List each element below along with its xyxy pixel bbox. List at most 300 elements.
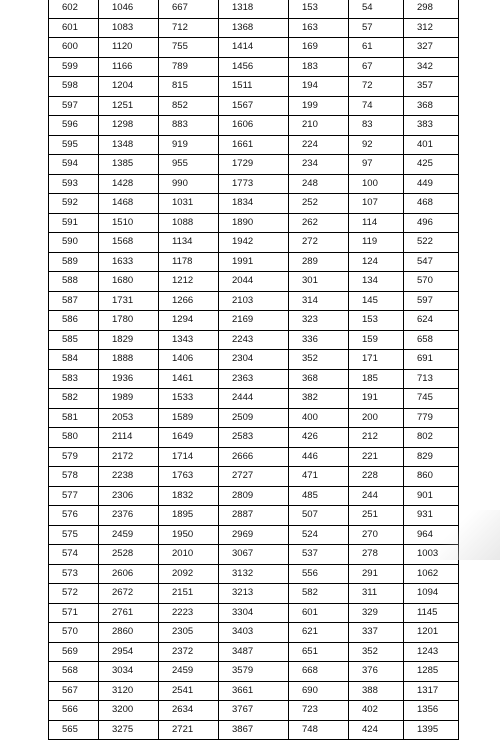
table-cell: 234 bbox=[289, 155, 349, 175]
table-cell: 1989 bbox=[99, 389, 159, 409]
table-cell: 352 bbox=[289, 350, 349, 370]
table-cell: 2954 bbox=[99, 642, 159, 662]
table-cell: 194 bbox=[289, 77, 349, 97]
table-cell: 1780 bbox=[99, 311, 159, 331]
table-row bbox=[49, 291, 459, 311]
table-row bbox=[49, 486, 459, 506]
table-cell: 569 bbox=[49, 642, 99, 662]
table-cell: 262 bbox=[289, 213, 349, 233]
table-cell: 547 bbox=[404, 252, 459, 272]
table-row bbox=[49, 57, 459, 77]
table-row bbox=[49, 77, 459, 97]
table-cell: 3304 bbox=[219, 603, 289, 623]
table-cell: 400 bbox=[289, 408, 349, 428]
table-cell: 1385 bbox=[99, 155, 159, 175]
table-cell: 212 bbox=[349, 428, 404, 448]
table-cell: 507 bbox=[289, 506, 349, 526]
table-row bbox=[49, 701, 459, 721]
table-cell: 311 bbox=[349, 584, 404, 604]
table-cell: 61 bbox=[349, 38, 404, 58]
table-cell: 425 bbox=[404, 155, 459, 175]
table-cell: 580 bbox=[49, 428, 99, 448]
table-cell: 383 bbox=[404, 116, 459, 136]
table-cell: 2238 bbox=[99, 467, 159, 487]
table-cell: 590 bbox=[49, 233, 99, 253]
table-cell: 901 bbox=[404, 486, 459, 506]
table-cell: 1606 bbox=[219, 116, 289, 136]
table-cell: 1266 bbox=[159, 291, 219, 311]
table-cell: 97 bbox=[349, 155, 404, 175]
table-cell: 1094 bbox=[404, 584, 459, 604]
table-cell: 567 bbox=[49, 681, 99, 701]
table-cell: 1414 bbox=[219, 38, 289, 58]
table-cell: 573 bbox=[49, 564, 99, 584]
table-cell: 2583 bbox=[219, 428, 289, 448]
table-cell: 1729 bbox=[219, 155, 289, 175]
table-row bbox=[49, 369, 459, 389]
table-cell: 568 bbox=[49, 662, 99, 682]
table-cell: 579 bbox=[49, 447, 99, 467]
table-cell: 2969 bbox=[219, 525, 289, 545]
table-cell: 592 bbox=[49, 194, 99, 214]
table-cell: 1468 bbox=[99, 194, 159, 214]
table-cell: 3487 bbox=[219, 642, 289, 662]
table-cell: 2363 bbox=[219, 369, 289, 389]
table-cell: 2860 bbox=[99, 623, 159, 643]
table-cell: 2223 bbox=[159, 603, 219, 623]
table-cell: 1204 bbox=[99, 77, 159, 97]
table-cell: 668 bbox=[289, 662, 349, 682]
table-cell: 596 bbox=[49, 116, 99, 136]
table-cell: 323 bbox=[289, 311, 349, 331]
table-cell: 153 bbox=[349, 311, 404, 331]
table-cell: 171 bbox=[349, 350, 404, 370]
table-cell: 2010 bbox=[159, 545, 219, 565]
table-row bbox=[49, 18, 459, 38]
table-row bbox=[49, 135, 459, 155]
table-cell: 329 bbox=[349, 603, 404, 623]
table-cell: 468 bbox=[404, 194, 459, 214]
table-cell: 591 bbox=[49, 213, 99, 233]
table-row bbox=[49, 116, 459, 136]
table-cell: 3275 bbox=[99, 720, 159, 740]
table-cell: 1633 bbox=[99, 252, 159, 272]
table-cell: 597 bbox=[404, 291, 459, 311]
table-cell: 594 bbox=[49, 155, 99, 175]
table-cell: 278 bbox=[349, 545, 404, 565]
table-cell: 1083 bbox=[99, 18, 159, 38]
table-cell: 1829 bbox=[99, 330, 159, 350]
table-cell: 426 bbox=[289, 428, 349, 448]
table-cell: 2634 bbox=[159, 701, 219, 721]
table-cell: 584 bbox=[49, 350, 99, 370]
table-cell: 2306 bbox=[99, 486, 159, 506]
table-cell: 556 bbox=[289, 564, 349, 584]
table-row bbox=[49, 467, 459, 487]
table-cell: 368 bbox=[289, 369, 349, 389]
table-cell: 789 bbox=[159, 57, 219, 77]
table-cell: 964 bbox=[404, 525, 459, 545]
table-cell: 779 bbox=[404, 408, 459, 428]
table-cell: 357 bbox=[404, 77, 459, 97]
table-cell: 1062 bbox=[404, 564, 459, 584]
table-cell: 2044 bbox=[219, 272, 289, 292]
table-row bbox=[49, 603, 459, 623]
table-cell: 1895 bbox=[159, 506, 219, 526]
table-cell: 599 bbox=[49, 57, 99, 77]
table-cell: 712 bbox=[159, 18, 219, 38]
table-cell: 336 bbox=[289, 330, 349, 350]
table-cell: 1510 bbox=[99, 213, 159, 233]
table-cell: 449 bbox=[404, 174, 459, 194]
table-cell: 600 bbox=[49, 38, 99, 58]
table-cell: 690 bbox=[289, 681, 349, 701]
table-cell: 3213 bbox=[219, 584, 289, 604]
table-cell: 1950 bbox=[159, 525, 219, 545]
table-cell: 2053 bbox=[99, 408, 159, 428]
table-cell: 2528 bbox=[99, 545, 159, 565]
table-cell: 272 bbox=[289, 233, 349, 253]
table-cell: 200 bbox=[349, 408, 404, 428]
table-cell: 1568 bbox=[99, 233, 159, 253]
table-cell: 593 bbox=[49, 174, 99, 194]
table-cell: 829 bbox=[404, 447, 459, 467]
table-cell: 658 bbox=[404, 330, 459, 350]
table-cell: 1763 bbox=[159, 467, 219, 487]
table-cell: 651 bbox=[289, 642, 349, 662]
table-cell: 570 bbox=[404, 272, 459, 292]
table-cell: 298 bbox=[404, 0, 459, 18]
table-cell: 565 bbox=[49, 720, 99, 740]
table-row bbox=[49, 155, 459, 175]
table-cell: 1145 bbox=[404, 603, 459, 623]
table-row bbox=[49, 96, 459, 116]
table-cell: 575 bbox=[49, 525, 99, 545]
table-cell: 244 bbox=[349, 486, 404, 506]
table-row bbox=[49, 662, 459, 682]
table-row bbox=[49, 330, 459, 350]
table-cell: 2172 bbox=[99, 447, 159, 467]
table-cell: 2509 bbox=[219, 408, 289, 428]
table-cell: 376 bbox=[349, 662, 404, 682]
table-row bbox=[49, 408, 459, 428]
table-cell: 587 bbox=[49, 291, 99, 311]
table-cell: 327 bbox=[404, 38, 459, 58]
table-cell: 289 bbox=[289, 252, 349, 272]
table-cell: 54 bbox=[349, 0, 404, 18]
table-cell: 582 bbox=[289, 584, 349, 604]
table-cell: 537 bbox=[289, 545, 349, 565]
table-cell: 588 bbox=[49, 272, 99, 292]
table-cell: 3034 bbox=[99, 662, 159, 682]
table-cell: 153 bbox=[289, 0, 349, 18]
table-cell: 931 bbox=[404, 506, 459, 526]
table-cell: 2304 bbox=[219, 350, 289, 370]
table-cell: 382 bbox=[289, 389, 349, 409]
table-cell: 1243 bbox=[404, 642, 459, 662]
table-cell: 2114 bbox=[99, 428, 159, 448]
table-row bbox=[49, 642, 459, 662]
table-cell: 802 bbox=[404, 428, 459, 448]
table-cell: 713 bbox=[404, 369, 459, 389]
table-cell: 67 bbox=[349, 57, 404, 77]
table-cell: 2727 bbox=[219, 467, 289, 487]
table-row bbox=[49, 506, 459, 526]
table-cell: 402 bbox=[349, 701, 404, 721]
table-row bbox=[49, 350, 459, 370]
table-row bbox=[49, 0, 459, 18]
table-row bbox=[49, 545, 459, 565]
table-cell: 1942 bbox=[219, 233, 289, 253]
table-row bbox=[49, 681, 459, 701]
table-cell: 598 bbox=[49, 77, 99, 97]
table-cell: 1343 bbox=[159, 330, 219, 350]
table-cell: 919 bbox=[159, 135, 219, 155]
table-cell: 3067 bbox=[219, 545, 289, 565]
table-cell: 1991 bbox=[219, 252, 289, 272]
table-cell: 388 bbox=[349, 681, 404, 701]
table-cell: 883 bbox=[159, 116, 219, 136]
table-cell: 582 bbox=[49, 389, 99, 409]
table-cell: 401 bbox=[404, 135, 459, 155]
table-cell: 159 bbox=[349, 330, 404, 350]
table-cell: 1649 bbox=[159, 428, 219, 448]
table-cell: 3403 bbox=[219, 623, 289, 643]
table-cell: 2672 bbox=[99, 584, 159, 604]
table-row bbox=[49, 233, 459, 253]
table-cell: 1046 bbox=[99, 0, 159, 18]
table-cell: 1348 bbox=[99, 135, 159, 155]
table-cell: 1461 bbox=[159, 369, 219, 389]
table-cell: 1201 bbox=[404, 623, 459, 643]
table-cell: 723 bbox=[289, 701, 349, 721]
table-cell: 2376 bbox=[99, 506, 159, 526]
table-cell: 446 bbox=[289, 447, 349, 467]
table-cell: 1834 bbox=[219, 194, 289, 214]
table-cell: 199 bbox=[289, 96, 349, 116]
table-cell: 1178 bbox=[159, 252, 219, 272]
table-body bbox=[49, 0, 459, 740]
table-cell: 990 bbox=[159, 174, 219, 194]
table-cell: 955 bbox=[159, 155, 219, 175]
table-cell: 72 bbox=[349, 77, 404, 97]
table-cell: 134 bbox=[349, 272, 404, 292]
table-cell: 2809 bbox=[219, 486, 289, 506]
table-cell: 2459 bbox=[159, 662, 219, 682]
table-cell: 583 bbox=[49, 369, 99, 389]
table-row bbox=[49, 272, 459, 292]
table-cell: 124 bbox=[349, 252, 404, 272]
table-cell: 1680 bbox=[99, 272, 159, 292]
table-cell: 3661 bbox=[219, 681, 289, 701]
table-cell: 3867 bbox=[219, 720, 289, 740]
table-cell: 1294 bbox=[159, 311, 219, 331]
table-cell: 224 bbox=[289, 135, 349, 155]
table-cell: 2459 bbox=[99, 525, 159, 545]
table-cell: 2305 bbox=[159, 623, 219, 643]
table-cell: 576 bbox=[49, 506, 99, 526]
table-cell: 585 bbox=[49, 330, 99, 350]
table-cell: 624 bbox=[404, 311, 459, 331]
table-cell: 595 bbox=[49, 135, 99, 155]
table-cell: 602 bbox=[49, 0, 99, 18]
table-cell: 2721 bbox=[159, 720, 219, 740]
table-cell: 114 bbox=[349, 213, 404, 233]
table-cell: 1356 bbox=[404, 701, 459, 721]
score-distribution-table bbox=[48, 0, 459, 740]
table-cell: 248 bbox=[289, 174, 349, 194]
table-cell: 1428 bbox=[99, 174, 159, 194]
table-cell: 1317 bbox=[404, 681, 459, 701]
table-cell: 578 bbox=[49, 467, 99, 487]
table-cell: 745 bbox=[404, 389, 459, 409]
table-row bbox=[49, 311, 459, 331]
table-cell: 191 bbox=[349, 389, 404, 409]
table-cell: 1456 bbox=[219, 57, 289, 77]
table-cell: 252 bbox=[289, 194, 349, 214]
table-cell: 2092 bbox=[159, 564, 219, 584]
table-cell: 581 bbox=[49, 408, 99, 428]
table-cell: 2372 bbox=[159, 642, 219, 662]
table-cell: 1134 bbox=[159, 233, 219, 253]
table-cell: 577 bbox=[49, 486, 99, 506]
table-cell: 169 bbox=[289, 38, 349, 58]
table-cell: 314 bbox=[289, 291, 349, 311]
table-cell: 1714 bbox=[159, 447, 219, 467]
table-cell: 667 bbox=[159, 0, 219, 18]
table-cell: 597 bbox=[49, 96, 99, 116]
table-cell: 755 bbox=[159, 38, 219, 58]
table-cell: 2444 bbox=[219, 389, 289, 409]
table-cell: 2761 bbox=[99, 603, 159, 623]
table-cell: 1832 bbox=[159, 486, 219, 506]
table-cell: 1166 bbox=[99, 57, 159, 77]
table-cell: 228 bbox=[349, 467, 404, 487]
table-row bbox=[49, 38, 459, 58]
table-cell: 251 bbox=[349, 506, 404, 526]
table-row bbox=[49, 584, 459, 604]
table-cell: 748 bbox=[289, 720, 349, 740]
table-cell: 352 bbox=[349, 642, 404, 662]
table-cell: 1589 bbox=[159, 408, 219, 428]
table-cell: 1031 bbox=[159, 194, 219, 214]
table-cell: 524 bbox=[289, 525, 349, 545]
table-cell: 2169 bbox=[219, 311, 289, 331]
table-cell: 471 bbox=[289, 467, 349, 487]
table-cell: 83 bbox=[349, 116, 404, 136]
table-cell: 566 bbox=[49, 701, 99, 721]
table-cell: 496 bbox=[404, 213, 459, 233]
table-row bbox=[49, 525, 459, 545]
table-cell: 1533 bbox=[159, 389, 219, 409]
table-cell: 74 bbox=[349, 96, 404, 116]
table-cell: 2103 bbox=[219, 291, 289, 311]
table-row bbox=[49, 564, 459, 584]
table-cell: 1368 bbox=[219, 18, 289, 38]
table-cell: 1731 bbox=[99, 291, 159, 311]
table-cell: 601 bbox=[289, 603, 349, 623]
table-cell: 291 bbox=[349, 564, 404, 584]
table-cell: 1511 bbox=[219, 77, 289, 97]
table-cell: 601 bbox=[49, 18, 99, 38]
table-cell: 2541 bbox=[159, 681, 219, 701]
table-cell: 691 bbox=[404, 350, 459, 370]
table-cell: 1567 bbox=[219, 96, 289, 116]
table-row bbox=[49, 194, 459, 214]
table-cell: 3120 bbox=[99, 681, 159, 701]
table-cell: 485 bbox=[289, 486, 349, 506]
table-row bbox=[49, 174, 459, 194]
table-cell: 2666 bbox=[219, 447, 289, 467]
table-row bbox=[49, 447, 459, 467]
table-cell: 1890 bbox=[219, 213, 289, 233]
table-cell: 210 bbox=[289, 116, 349, 136]
table-cell: 852 bbox=[159, 96, 219, 116]
table-cell: 3132 bbox=[219, 564, 289, 584]
table-cell: 1212 bbox=[159, 272, 219, 292]
table-cell: 107 bbox=[349, 194, 404, 214]
table-cell: 1773 bbox=[219, 174, 289, 194]
table-cell: 1285 bbox=[404, 662, 459, 682]
table-cell: 1888 bbox=[99, 350, 159, 370]
table-cell: 312 bbox=[404, 18, 459, 38]
table-cell: 589 bbox=[49, 252, 99, 272]
table-cell: 2243 bbox=[219, 330, 289, 350]
table-cell: 570 bbox=[49, 623, 99, 643]
table-cell: 119 bbox=[349, 233, 404, 253]
table-cell: 586 bbox=[49, 311, 99, 331]
table-cell: 424 bbox=[349, 720, 404, 740]
table-cell: 163 bbox=[289, 18, 349, 38]
table-cell: 145 bbox=[349, 291, 404, 311]
table-cell: 1936 bbox=[99, 369, 159, 389]
table-cell: 522 bbox=[404, 233, 459, 253]
table-cell: 92 bbox=[349, 135, 404, 155]
table-cell: 2887 bbox=[219, 506, 289, 526]
table-cell: 342 bbox=[404, 57, 459, 77]
table-cell: 3767 bbox=[219, 701, 289, 721]
table-cell: 572 bbox=[49, 584, 99, 604]
table-row bbox=[49, 428, 459, 448]
table-cell: 815 bbox=[159, 77, 219, 97]
table-cell: 1088 bbox=[159, 213, 219, 233]
table-cell: 1395 bbox=[404, 720, 459, 740]
table-cell: 3579 bbox=[219, 662, 289, 682]
table-cell: 221 bbox=[349, 447, 404, 467]
table-cell: 185 bbox=[349, 369, 404, 389]
table-cell: 1318 bbox=[219, 0, 289, 18]
table-cell: 1120 bbox=[99, 38, 159, 58]
table-cell: 183 bbox=[289, 57, 349, 77]
table-cell: 368 bbox=[404, 96, 459, 116]
table-cell: 2606 bbox=[99, 564, 159, 584]
table-cell: 571 bbox=[49, 603, 99, 623]
table-cell: 1406 bbox=[159, 350, 219, 370]
table-cell: 2151 bbox=[159, 584, 219, 604]
table-cell: 1298 bbox=[99, 116, 159, 136]
table-cell: 57 bbox=[349, 18, 404, 38]
table-cell: 270 bbox=[349, 525, 404, 545]
table-cell: 3200 bbox=[99, 701, 159, 721]
table-cell: 301 bbox=[289, 272, 349, 292]
table-row bbox=[49, 252, 459, 272]
table-row bbox=[49, 213, 459, 233]
table-cell: 1661 bbox=[219, 135, 289, 155]
table-cell: 1251 bbox=[99, 96, 159, 116]
table-cell: 860 bbox=[404, 467, 459, 487]
table-cell: 337 bbox=[349, 623, 404, 643]
table-cell: 1003 bbox=[404, 545, 459, 565]
